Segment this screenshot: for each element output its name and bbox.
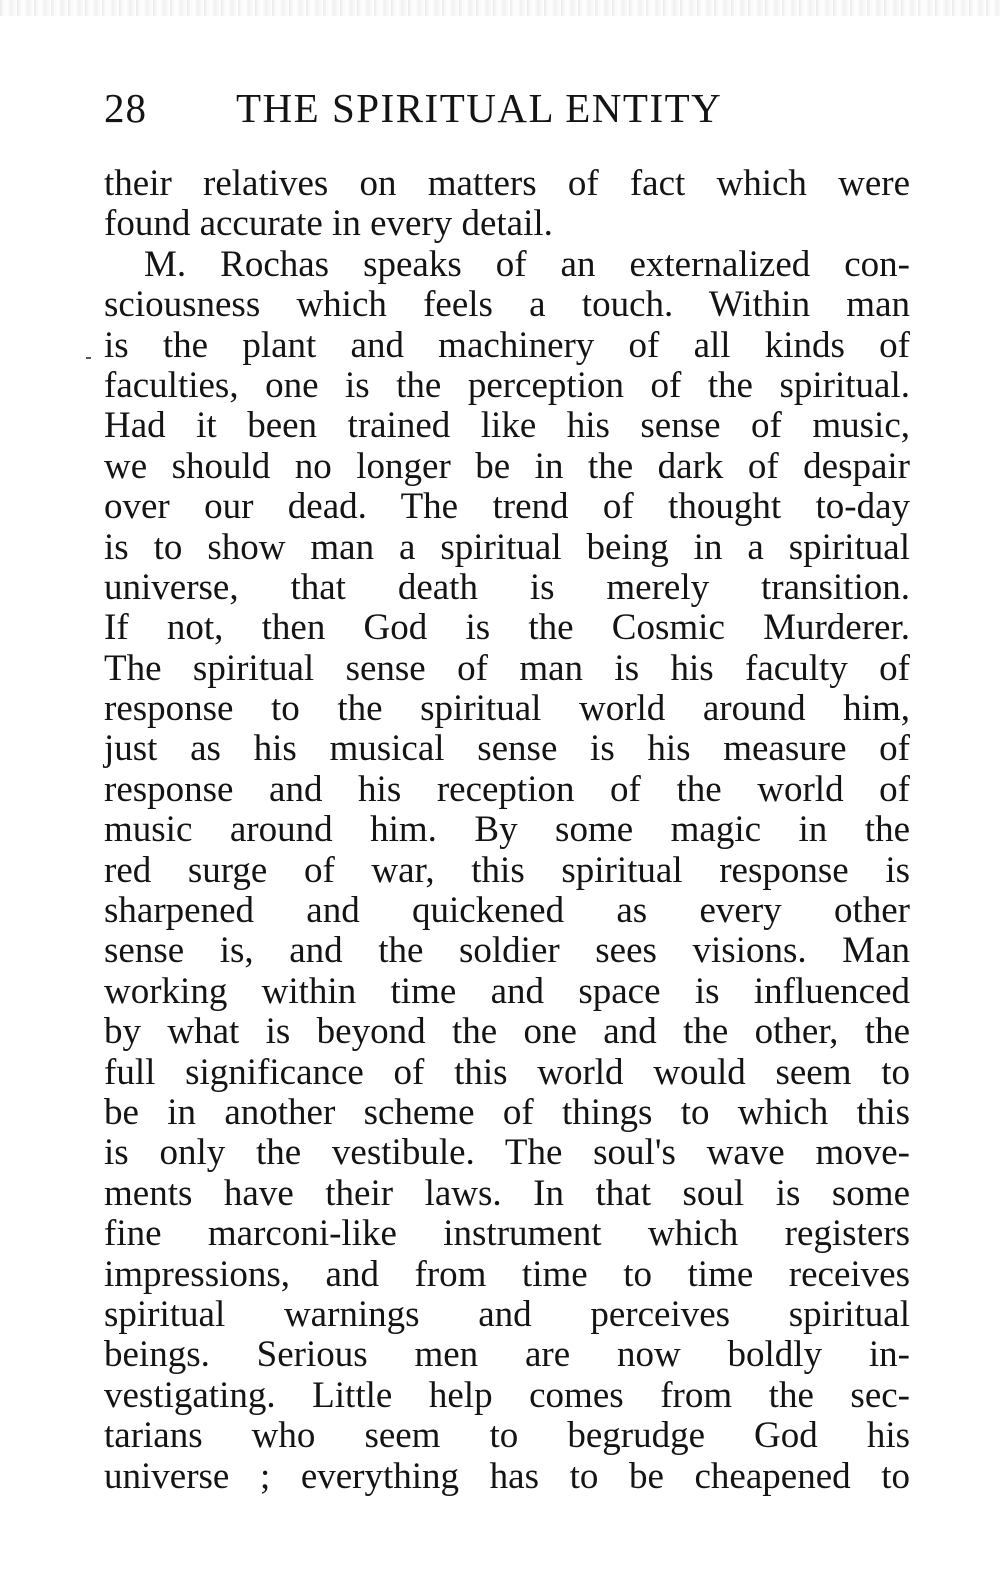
text-line: spiritual warnings and perceives spiritual [104, 1293, 910, 1335]
text-line: faculties, one is the perception of the spiritual. [104, 364, 910, 406]
text-line: full significance of this world would seem to [104, 1051, 910, 1093]
text-line: is the plant and machinery of all kinds of [104, 324, 910, 366]
text-line: impressions, and from time to time receives [104, 1253, 910, 1295]
text-line: tarians who seem to begrudge God his [104, 1415, 910, 1457]
text-line: by what is beyond the one and the other, the [104, 1011, 910, 1053]
text-line: be in another scheme of things to which this [104, 1091, 910, 1133]
text-line: is to show man a spiritual being in a spiritual [104, 526, 910, 568]
text-line: sense is, and the soldier sees visions. Man [104, 930, 910, 972]
text-line: If not, then God is the Cosmic Murderer. [104, 607, 910, 649]
running-title: THE SPIRITUAL ENTITY [236, 85, 723, 131]
text-line: ments have their laws. In that soul is some [104, 1172, 910, 1214]
text-line: their relatives on matters of fact which were [104, 163, 910, 204]
text-line: vestigating. Little help comes from the sec- [104, 1374, 910, 1416]
margin-speck [86, 357, 91, 359]
text-line: fine marconi-like instrument which registers [104, 1213, 910, 1255]
text-line: just as his musical sense is his measure of [104, 728, 910, 770]
text-line: sciousness which feels a touch. Within man [104, 284, 910, 326]
page-number: 28 [104, 85, 147, 131]
text-line: sharpened and quickened as every other [104, 890, 910, 932]
text-line: red surge of war, this spiritual response is [104, 849, 910, 891]
text-line: working within time and space is influenced [104, 970, 910, 1012]
text-line: universe ; everything has to be cheapened to [104, 1455, 910, 1497]
scan-edge-artifact [0, 0, 1000, 16]
text-line: is only the vestibule. The soul's wave move- [104, 1132, 910, 1174]
text-line: beings. Serious men are now boldly in- [104, 1334, 910, 1376]
running-head [104, 82, 910, 142]
text-line: M. Rochas speaks of an externalized con- [144, 243, 910, 285]
text-line: music around him. By some magic in the [104, 809, 910, 851]
text-line: found accurate in every detail. [104, 203, 553, 245]
text-line: universe, that death is merely transition. [104, 566, 910, 608]
text-line: Had it been trained like his sense of music, [104, 405, 910, 447]
text-line: response to the spiritual world around him, [104, 688, 910, 730]
book-page [104, 82, 910, 1497]
text-line: response and his reception of the world of [104, 768, 910, 810]
text-line: over our dead. The trend of thought to-day [104, 486, 910, 528]
body-text [104, 164, 910, 1497]
text-line: we should no longer be in the dark of despair [104, 445, 910, 487]
text-line: The spiritual sense of man is his faculty of [104, 647, 910, 689]
